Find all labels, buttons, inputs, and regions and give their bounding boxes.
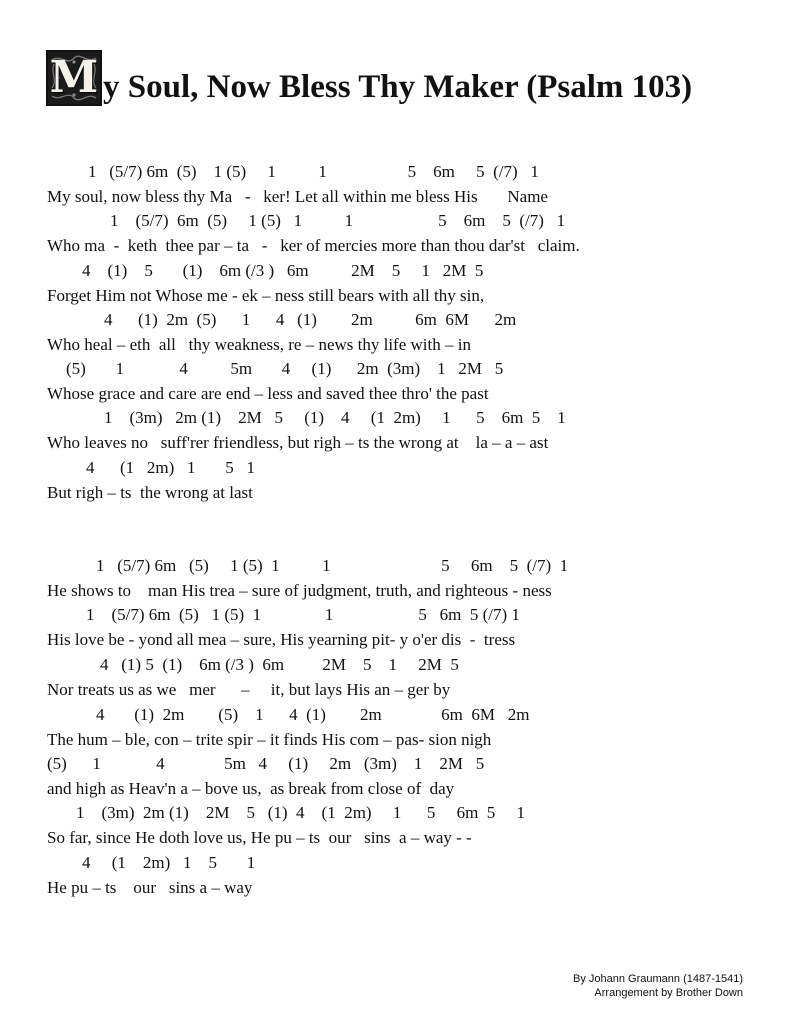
lyric-line: He shows to man His trea – sure of judgment, truth, and righteous - ness: [47, 581, 552, 600]
chord-line: 4 (1 2m) 1 5 1: [82, 853, 256, 872]
lyric-line: and high as Heav'n a – bove us, as break from close of day: [47, 779, 455, 798]
chord-line: 1 (5/7) 6m (5) 1 (5) 1 1 5 6m 5 (/7) 1: [88, 162, 539, 181]
chord-line: 4 (1) 5 (1) 6m (/3 ) 6m 2M 5 1 2M 5: [82, 261, 484, 280]
title-text: y Soul, Now Bless Thy Maker (Psalm 103): [103, 69, 693, 105]
dropcap-letter: M: [49, 52, 99, 103]
lyric-line: Forget Him not Whose me - ek – ness still bears with all thy sin,: [47, 286, 485, 305]
lyric-line: The hum – ble, con – trite spir – it finds His com – pas- sion nigh: [47, 730, 492, 749]
lyric-line: Who leaves no suff'rer friendless, but righ – ts the wrong at la – a – ast: [47, 433, 549, 452]
author-credit: By Johann Graumann (1487-1541): [573, 973, 743, 985]
lyric-line: He pu – ts our sins a – way: [47, 878, 253, 897]
chord-line: 1 (3m) 2m (1) 2M 5 (1) 4 (1 2m) 1 5 6m 5 1: [104, 408, 566, 427]
arranger-credit: Arrangement by Brother Down: [594, 987, 743, 999]
lyric-line: But righ – ts the wrong at last: [47, 483, 253, 502]
lyric-line: His love be - yond all mea – sure, His yearning pit- y o'er dis - tress: [47, 630, 516, 649]
chord-line: 1 (5/7) 6m (5) 1 (5) 1 1 5 6m 5 (/7) 1: [110, 211, 566, 230]
lyric-line: Who heal – eth all thy weakness, re – news thy life with – in: [47, 335, 471, 354]
chord-line: 4 (1 2m) 1 5 1: [86, 458, 256, 477]
chord-line: (5) 1 4 5m 4 (1) 2m (3m) 1 2M 5: [47, 754, 485, 773]
chord-line: 1 (5/7) 6m (5) 1 (5) 1 1 5 6m 5 (/7) 1: [96, 556, 569, 575]
chord-line: 4 (1) 2m (5) 1 4 (1) 2m 6m 6M 2m: [96, 705, 530, 724]
lyric-line: Whose grace and care are end – less and saved thee thro' the past: [47, 384, 489, 403]
credits: [573, 972, 743, 1000]
lyric-line: So far, since He doth love us, He pu – ts our sins a – way - -: [47, 828, 472, 847]
lyric-line: Nor treats us as we mer – it, but lays His an – ger by: [47, 680, 451, 699]
chord-line: 1 (5/7) 6m (5) 1 (5) 1 1 5 6m 5 (/7) 1: [86, 605, 520, 624]
chord-line: (5) 1 4 5m 4 (1) 2m (3m) 1 2M 5: [66, 359, 504, 378]
chord-line: 4 (1) 5 (1) 6m (/3 ) 6m 2M 5 1 2M 5: [100, 655, 459, 674]
lyric-line: Who ma - keth thee par – ta - ker of mercies more than thou dar'st claim.: [47, 236, 580, 255]
lyric-line: My soul, now bless thy Ma - ker! Let all within me bless His Name: [47, 187, 548, 206]
chord-line: 1 (3m) 2m (1) 2M 5 (1) 4 (1 2m) 1 5 6m 5 1: [76, 803, 526, 822]
chord-line: 4 (1) 2m (5) 1 4 (1) 2m 6m 6M 2m: [104, 310, 517, 329]
